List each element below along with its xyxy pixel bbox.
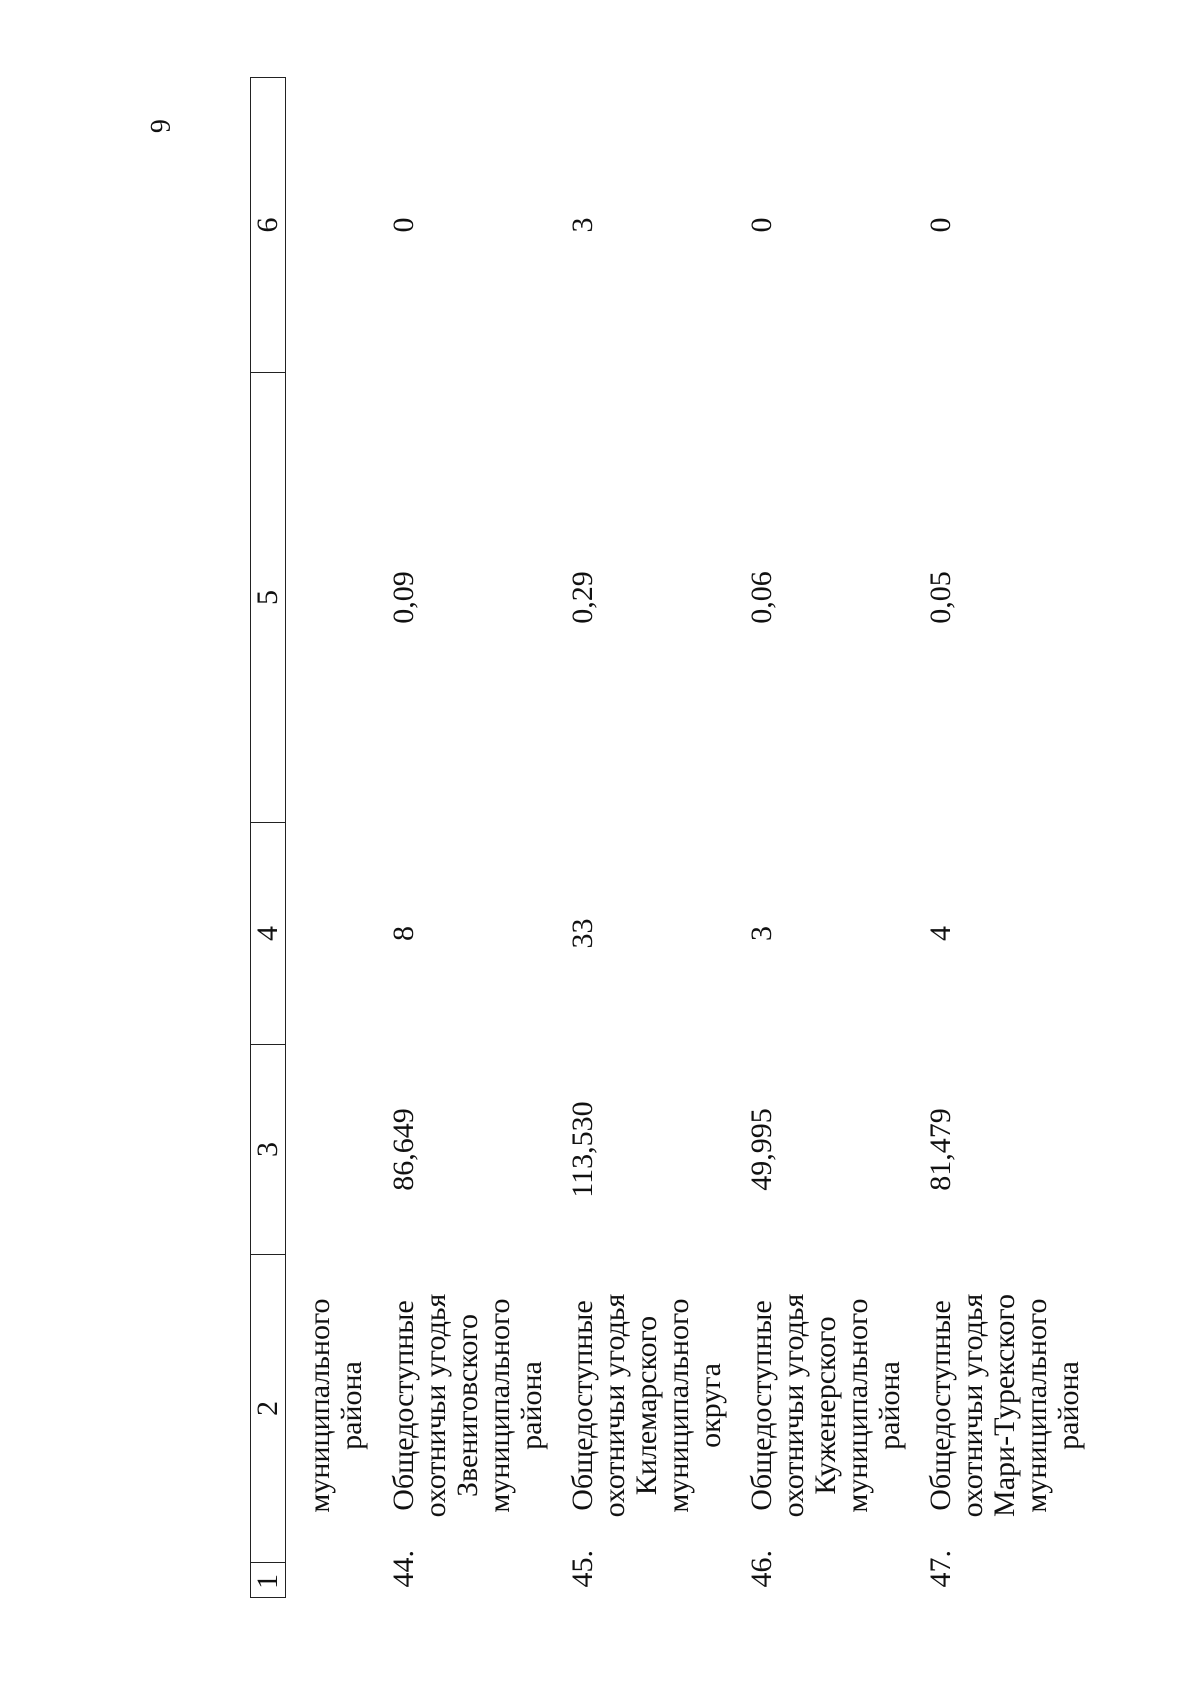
name-line: муниципального	[303, 1298, 336, 1513]
cell-name	[737, 1255, 916, 1563]
header-row	[251, 78, 286, 1598]
cell-col3	[286, 1045, 380, 1255]
name-line: Килемарского	[630, 1315, 663, 1496]
name-line: муниципального	[1020, 1298, 1053, 1513]
cell-col3: 81,479	[924, 1108, 957, 1191]
name-line: охотничьи угодья	[777, 1293, 810, 1518]
cell-col6: 3	[566, 217, 599, 233]
cell-col4: 33	[566, 918, 599, 949]
cell-col6	[286, 78, 380, 373]
table-header	[251, 78, 286, 1598]
cell-col4: 8	[387, 926, 420, 941]
name-line: Общедоступные	[566, 1300, 599, 1511]
column-header-3: 3	[251, 1045, 286, 1255]
cell-col3: 49,995	[745, 1108, 778, 1191]
cell-col5: 0,09	[387, 571, 420, 624]
cell-number: 45.	[566, 1550, 599, 1588]
name-line: муниципального	[662, 1298, 695, 1513]
cell-col5: 0,06	[745, 571, 778, 624]
cell-col5	[286, 373, 380, 823]
cell-number: 46.	[745, 1550, 778, 1588]
name-line: охотничьи угодья	[419, 1293, 452, 1518]
table-row	[737, 78, 916, 1598]
name-line: Общедоступные	[387, 1300, 420, 1511]
name-line: района	[515, 1361, 548, 1450]
name-line: Куженерского	[809, 1316, 842, 1495]
cell-col6: 0	[387, 217, 420, 233]
cell-col6: 0	[924, 217, 957, 233]
column-header-4: 4	[251, 823, 286, 1045]
name-line: Общедоступные	[924, 1300, 957, 1511]
table-body	[286, 78, 1096, 1598]
rotated-table-container	[250, 78, 1200, 1598]
column-header-5: 5	[251, 373, 286, 823]
cell-name	[558, 1255, 737, 1563]
column-header-6: 6	[251, 78, 286, 373]
page-number: 6	[144, 119, 175, 133]
name-line: муниципального	[841, 1298, 874, 1513]
column-header-1: 1	[251, 1563, 286, 1598]
name-line: района	[335, 1361, 368, 1450]
cell-col4: 4	[924, 926, 957, 941]
name-line: района	[1052, 1361, 1085, 1450]
name-line: Мари-Турекского	[988, 1294, 1021, 1517]
cell-col4	[286, 823, 380, 1045]
column-header-2: 2	[251, 1255, 286, 1563]
name-line: охотничьи угодья	[956, 1293, 989, 1518]
name-line: Звениговского	[451, 1314, 484, 1497]
cell-col5: 0,05	[924, 571, 957, 624]
cell-name	[379, 1255, 558, 1563]
cell-col4: 3	[745, 926, 778, 941]
cell-name	[286, 1255, 380, 1563]
name-line: округа	[694, 1363, 727, 1448]
table-row	[916, 78, 1095, 1598]
table-row	[558, 78, 737, 1598]
cell-number: 47.	[924, 1550, 957, 1588]
cell-name	[916, 1255, 1095, 1563]
table-row	[379, 78, 558, 1598]
name-line: Общедоступные	[745, 1300, 778, 1511]
name-line: охотничьи угодья	[598, 1293, 631, 1518]
cell-col6: 0	[745, 217, 778, 233]
continuation-row	[286, 78, 380, 1598]
name-line: муниципального	[483, 1298, 516, 1513]
cell-col3: 113,530	[566, 1101, 599, 1198]
cell-col3: 86,649	[387, 1108, 420, 1191]
data-table	[250, 77, 1095, 1598]
cell-number	[286, 1563, 380, 1598]
cell-col5: 0,29	[566, 571, 599, 624]
cell-number: 44.	[387, 1550, 420, 1588]
name-line: района	[873, 1361, 906, 1450]
